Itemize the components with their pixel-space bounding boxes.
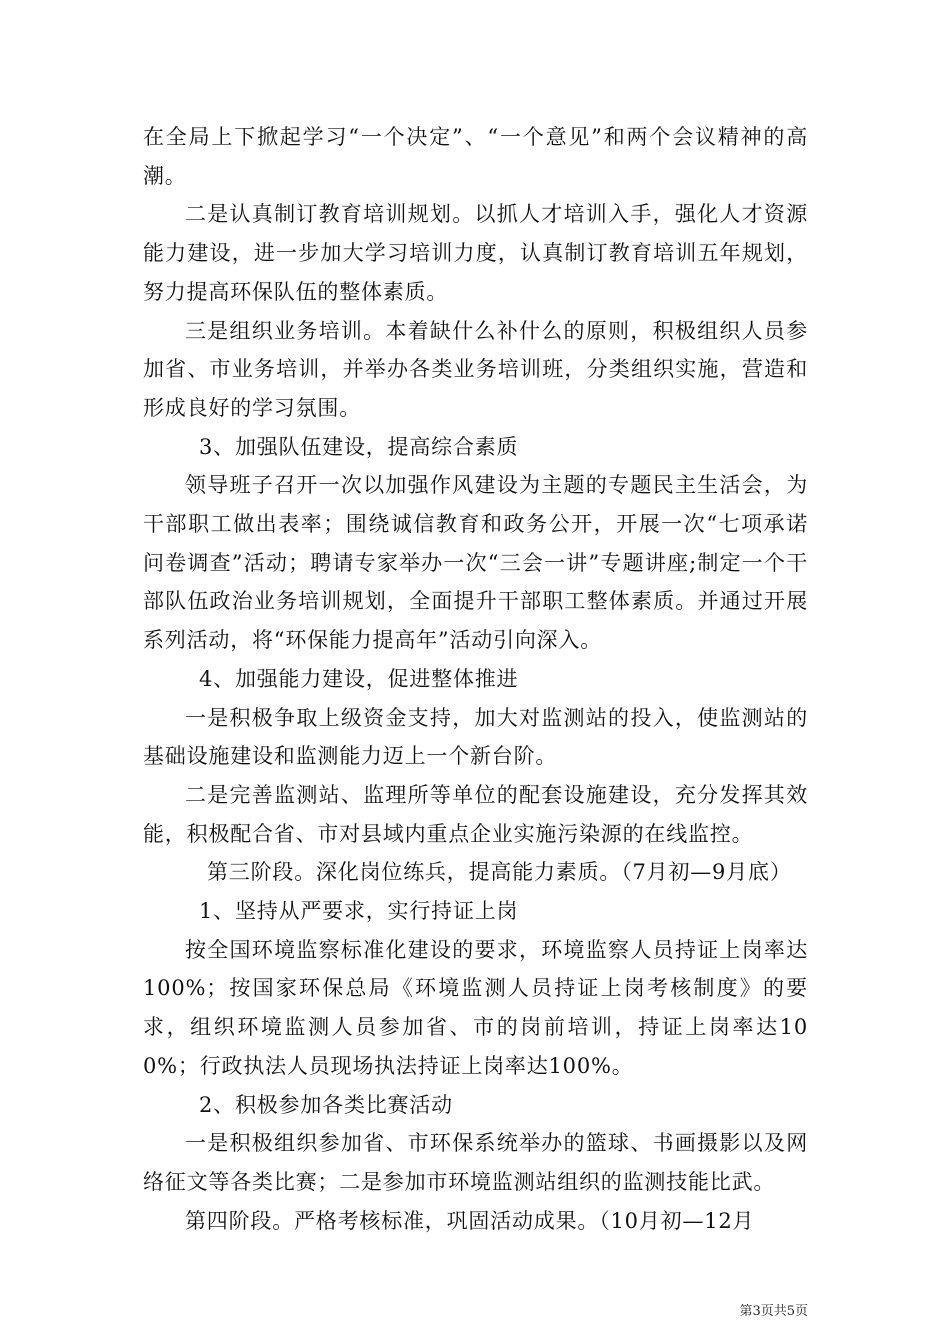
section-heading-competitions: 2、积极参加各类比赛活动 — [199, 1092, 453, 1117]
stage-four-heading: 第四阶段。严格考核标准，巩固活动成果。（10月初—12月 — [185, 1208, 755, 1233]
paragraph-funding: 一是积极争取上级资金支持，加大对监测站的投入，使监测站的基础设施建设和监测能力迈上一个新台阶。 — [143, 705, 808, 769]
paragraph-continuation: 在全局上下掀起学习“一个决定”、“一个意见”和两个会议精神的高潮。 — [143, 125, 808, 188]
document-body — [143, 118, 808, 1240]
section-heading-capacity-building: 4、加强能力建设，促进整体推进 — [199, 666, 519, 691]
paragraph-leadership: 领导班子召开一次以加强作风建设为主题的专题民主生活会，为干部职工做出表率；围绕诚信教育和政务公开，开展一次“七项承诺问卷调查”活动；聘请专家举办一次“三会一讲”专题讲座;制定一个干部队伍政治业务培训规划，全面提升干部职工整体素质。并通过开展系列活动，将“环保能力提高年”活动引向深入。 — [143, 473, 808, 653]
stage-three-heading: 第三阶段。深化岗位练兵，提高能力素质。（7月初—9月底） — [207, 860, 792, 885]
paragraph-training-plan: 二是认真制订教育培训规划。以抓人才培训入手，强化人才资源能力建设，进一步加大学习培训力度，认真制订教育培训五年规划，努力提高环保队伍的整体素质。 — [143, 202, 808, 304]
paragraph-facilities: 二是完善监测站、监理所等单位的配套设施建设，充分发挥其效能，积极配合省、市对县域内重点企业实施污染源的在线监控。 — [143, 782, 808, 846]
paragraph-certification: 按全国环境监察标准化建设的要求，环境监察人员持证上岗率达100%；按国家环保总局《环境监测人员持证上岗考核制度》的要求，组织环境监测人员参加省、市的岗前培训，持证上岗率达100%；行政执法人员现场执法持证上岗率达100%。 — [143, 937, 808, 1078]
section-heading-certification: 1、坚持从严要求，实行持证上岗 — [199, 899, 519, 924]
paragraph-competitions: 一是积极组织参加省、市环保系统举办的篮球、书画摄影以及网络征文等各类比赛；二是参加市环境监测站组织的监测技能比武。 — [143, 1131, 808, 1194]
page-number: 第3页共5页 — [739, 1304, 808, 1319]
section-heading-team-building: 3、加强队伍建设，提高综合素质 — [199, 434, 519, 459]
paragraph-business-training: 三是组织业务培训。本着缺什么补什么的原则，积极组织人员参加省、市业务培训，并举办各类业务培训班，分类组织实施，营造和形成良好的学习氛围。 — [143, 318, 808, 420]
